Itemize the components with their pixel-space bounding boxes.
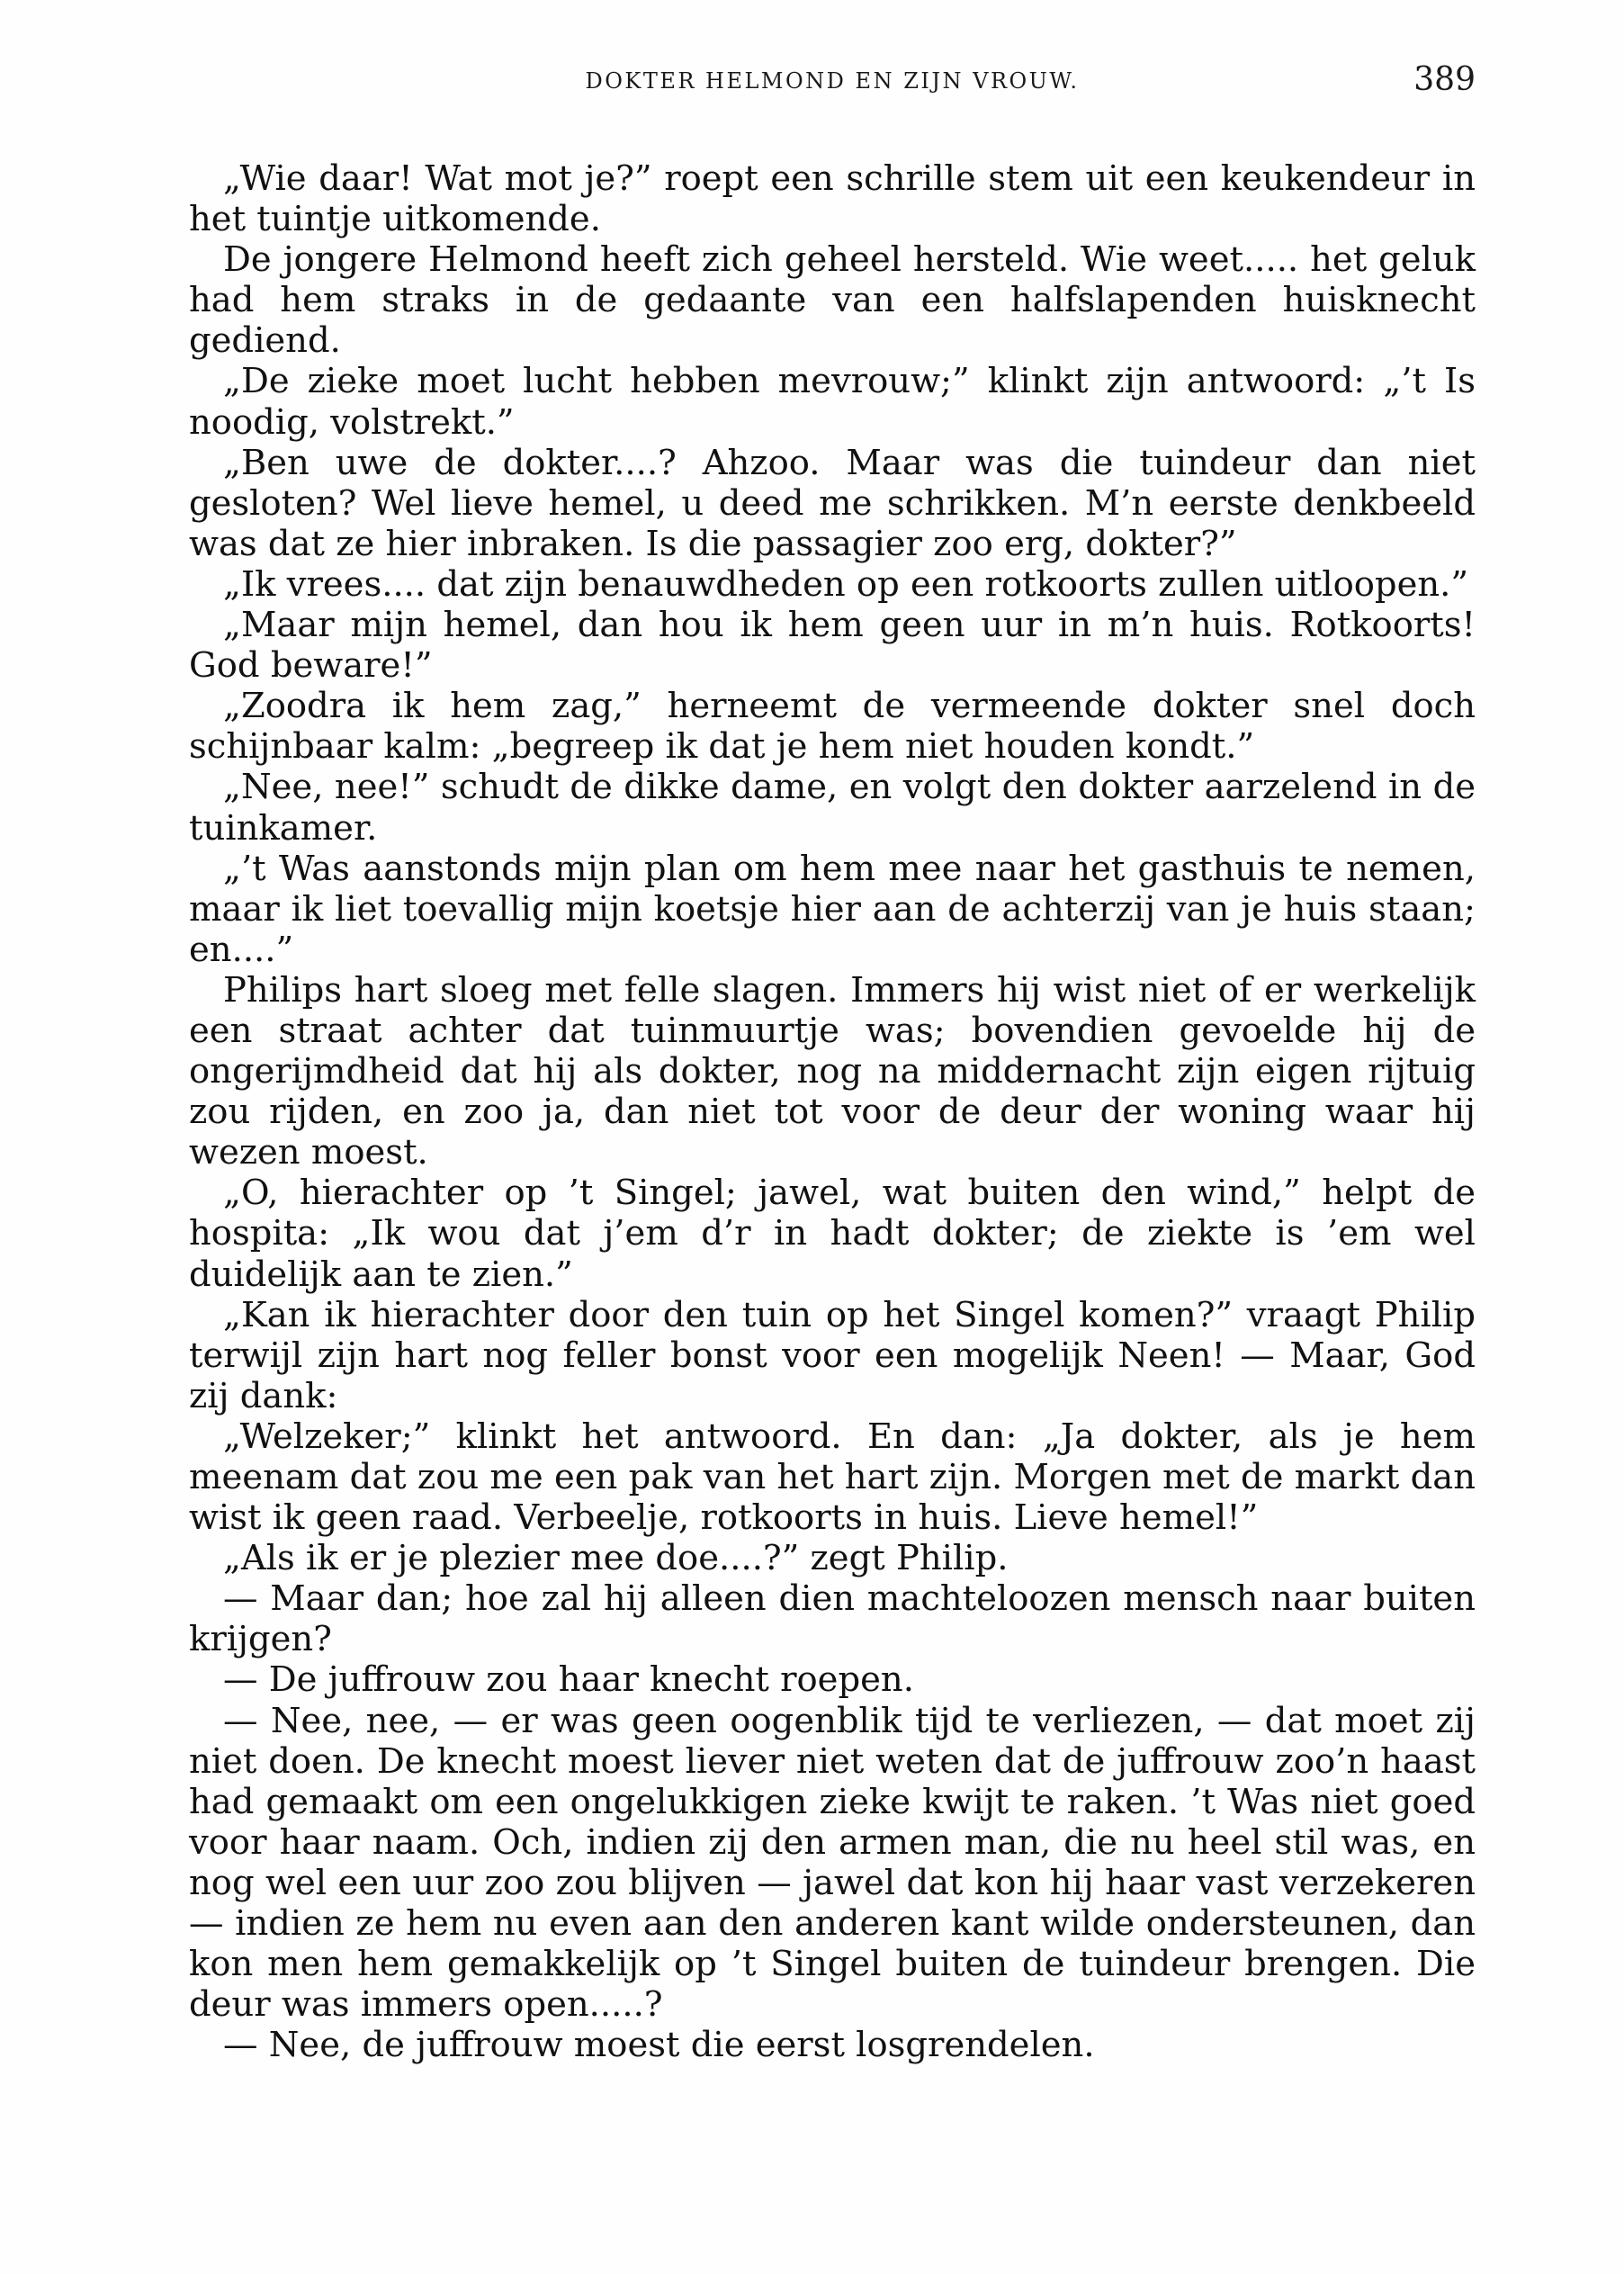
paragraph: „Ben uwe de dokter....? Ahzoo. Maar was die tuindeur dan niet gesloten? Wel lieve hemel, u deed me schrikken. M’n eerste denkbeeld was dat ze hier inbraken. Is die passagier zoo erg, dokter?” bbox=[189, 442, 1476, 564]
body-text bbox=[189, 158, 1476, 2065]
paragraph: De jongere Helmond heeft zich geheel hersteld. Wie weet..... het geluk had hem straks in de gedaante van een halfslapenden huisknecht gediend. bbox=[189, 239, 1476, 362]
paragraph: Philips hart sloeg met felle slagen. Immers hij wist niet of er werkelijk een straat achter dat tuinmuurtje was; bovendien gevoelde hij de ongerijmdheid dat hij als dokter, nog na middernacht zijn eigen rijtuig zou rijden, en zoo ja, dan niet tot voor de deur der woning waar hij wezen moest. bbox=[189, 969, 1476, 1173]
paragraph: „’t Was aanstonds mijn plan om hem mee naar het gasthuis te nemen, maar ik liet toevallig mijn koetsje hier aan de achterzij van je huis staan; en....” bbox=[189, 848, 1476, 970]
paragraph: „Kan ik hierachter door den tuin op het Singel komen?” vraagt Philip terwijl zijn hart nog feller bonst voor een mogelijk Neen! — Maar, God zij dank: bbox=[189, 1294, 1476, 1416]
paragraph: „Zoodra ik hem zag,” herneemt de vermeende dokter snel doch schijnbaar kalm: „begreep ik dat je hem niet houden kondt.” bbox=[189, 686, 1476, 768]
paragraph: „Als ik er je plezier mee doe....?” zegt Philip. bbox=[223, 1538, 1009, 1579]
paragraph: — Nee, de juffrouw moest die eerst losgrendelen. bbox=[223, 2025, 1095, 2066]
paragraph: „O, hierachter op ’t Singel; jawel, wat buiten den wind,” helpt de hospita: „Ik wou dat j’em d’r in hadt dokter; de ziekte is ’em wel duidelijk aan te zien.” bbox=[189, 1173, 1476, 1295]
paragraph: „Wie daar! Wat mot je?” roept een schrille stem uit een keukendeur in het tuintje uitkomende. bbox=[189, 158, 1476, 240]
paragraph: „De zieke moet lucht hebben mevrouw;” klinkt zijn antwoord: „’t Is noodig, volstrekt.” bbox=[189, 361, 1476, 443]
running-head bbox=[189, 61, 1476, 106]
paragraph: „Ik vrees.... dat zijn benauwdheden op een rotkoorts zullen uitloopen.” bbox=[223, 563, 1469, 605]
running-title: DOKTER HELMOND EN ZIJN VROUW. bbox=[585, 68, 1080, 94]
paragraph: — De juffrouw zou haar knecht roepen. bbox=[223, 1659, 914, 1701]
paragraph: „Maar mijn hemel, dan hou ik hem geen uur in m’n huis. Rotkoorts! God beware!” bbox=[189, 605, 1476, 687]
paragraph: — Nee, nee, — er was geen oogenblik tijd te verliezen, — dat moet zij niet doen. De knecht moest liever niet weten dat de juffrouw zoo’n haast had gemaakt om een ongelukkigen zieke kwijt te raken. ’t Was niet goed voor haar naam. Och, indien zij den armen man, die nu heel stil was, en nog wel een uur zoo zou blijven — jawel dat kon hij haar vast verzekeren — indien ze hem nu even aan den anderen kant wilde ondersteunen, dan kon men hem gemakkelijk op ’t Singel buiten de tuindeur brengen. Die deur was immers open.....? bbox=[189, 1700, 1476, 2026]
page-number: 389 bbox=[1413, 61, 1476, 98]
paragraph: — Maar dan; hoe zal hij alleen dien machteloozen mensch naar buiten krijgen? bbox=[189, 1578, 1476, 1660]
paragraph: „Nee, nee!” schudt de dikke dame, en volgt den dokter aarzelend in de tuinkamer. bbox=[189, 767, 1476, 849]
paragraph: „Welzeker;” klinkt het antwoord. En dan: „Ja dokter, als je hem meenam dat zou me een pak van het hart zijn. Morgen met de markt dan wist ik geen raad. Verbeelje, rotkoorts in huis. Lieve hemel!” bbox=[189, 1416, 1476, 1539]
